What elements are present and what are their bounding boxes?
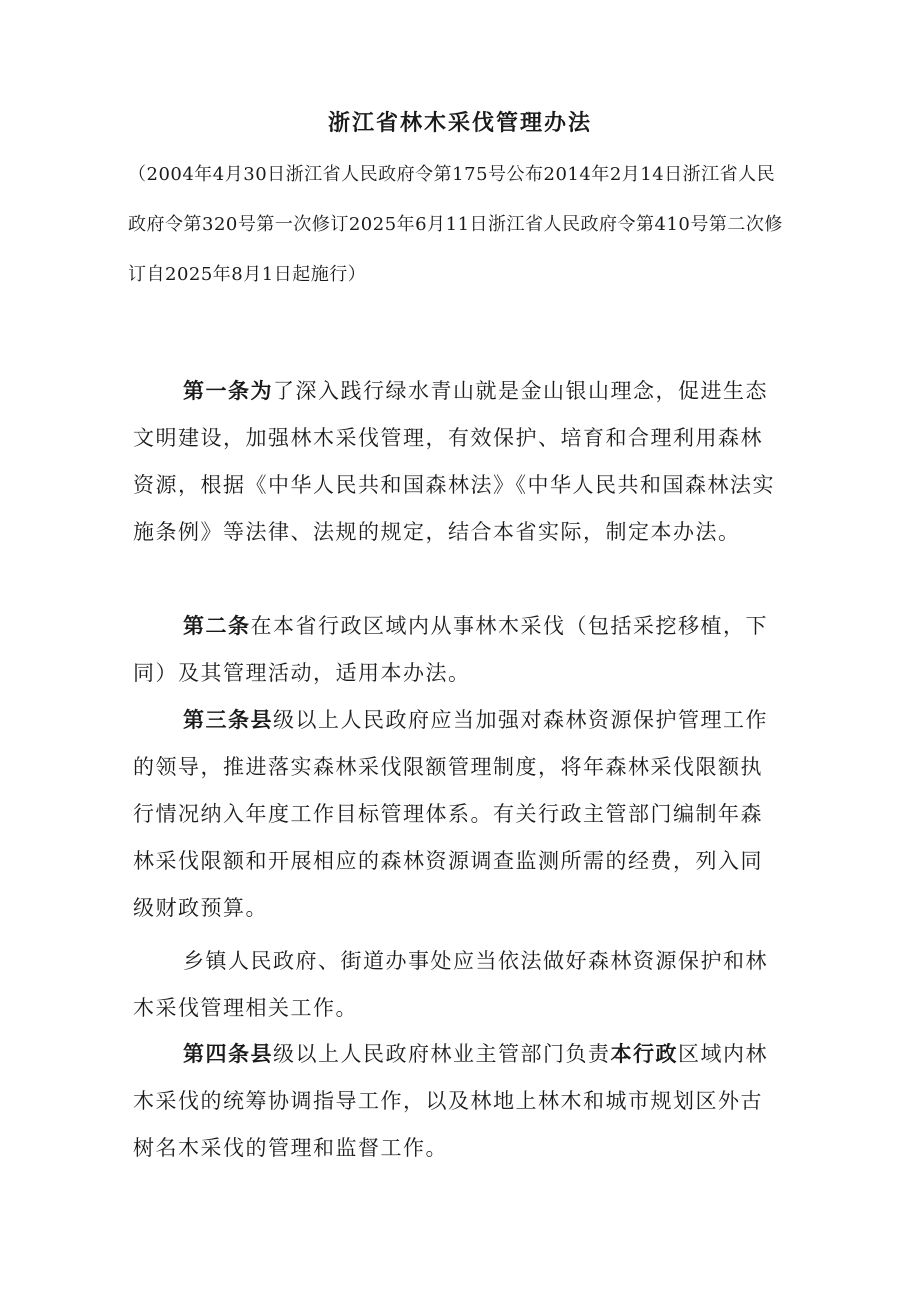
article-body: 级以上人民政府应当加强对森林资源保护管理工作的领导，推进落实森林采伐限额管理制度，将年森林采伐限额执行情况纳入年度工作目标管理体系。有关行政主管部门编制年森林采伐限额和开展相应的森林资源调查监测所需的经费，列入同级财政预算。 <box>133 708 768 920</box>
article-2 <box>133 603 778 697</box>
article-body: 级以上人民政府林业主管部门负责 <box>273 1042 611 1066</box>
article-heading: 第三条县 <box>183 708 273 732</box>
article-body: 区域内林木采伐的统筹协调指导工作，以及林地上林木和城市规划区外古树名木采伐的管理和监督工作。 <box>133 1042 768 1160</box>
article-3 <box>133 697 778 932</box>
article-4 <box>133 1031 778 1172</box>
document-title: 浙江省林木采伐管理办法 <box>327 111 592 136</box>
document-subtitle: （2004年4月30日浙江省人民政府令第175号公布2014年2月14日浙江省人民政府令第320号第一次修订2025年6月11日浙江省人民政府令第410号第二次修订自2025年8月1日起施行） <box>128 164 783 285</box>
article-heading: 第一条为 <box>183 379 273 403</box>
article-body: 乡镇人民政府、街道办事处应当依法做好森林资源保护和林木采伐管理相关工作。 <box>133 949 768 1020</box>
article-emphasis: 本行政 <box>610 1042 678 1066</box>
article-3-paragraph-2 <box>133 938 778 1032</box>
article-heading: 第二条 <box>183 614 251 638</box>
article-heading: 第四条县 <box>183 1042 273 1066</box>
article-body: 在本省行政区域内从事林木采伐（包括采挖移植，下同）及其管理活动，适用本办法。 <box>133 614 768 685</box>
article-1 <box>133 368 778 556</box>
article-body: 了深入践行绿水青山就是金山银山理念，促进生态文明建设，加强林木采伐管理，有效保护、培育和合理利用森林资源，根据《中华人民共和国森林法》《中华人民共和国森林法实施条例》等法律、法规的规定，结合本省实际，制定本办法。 <box>133 379 775 544</box>
